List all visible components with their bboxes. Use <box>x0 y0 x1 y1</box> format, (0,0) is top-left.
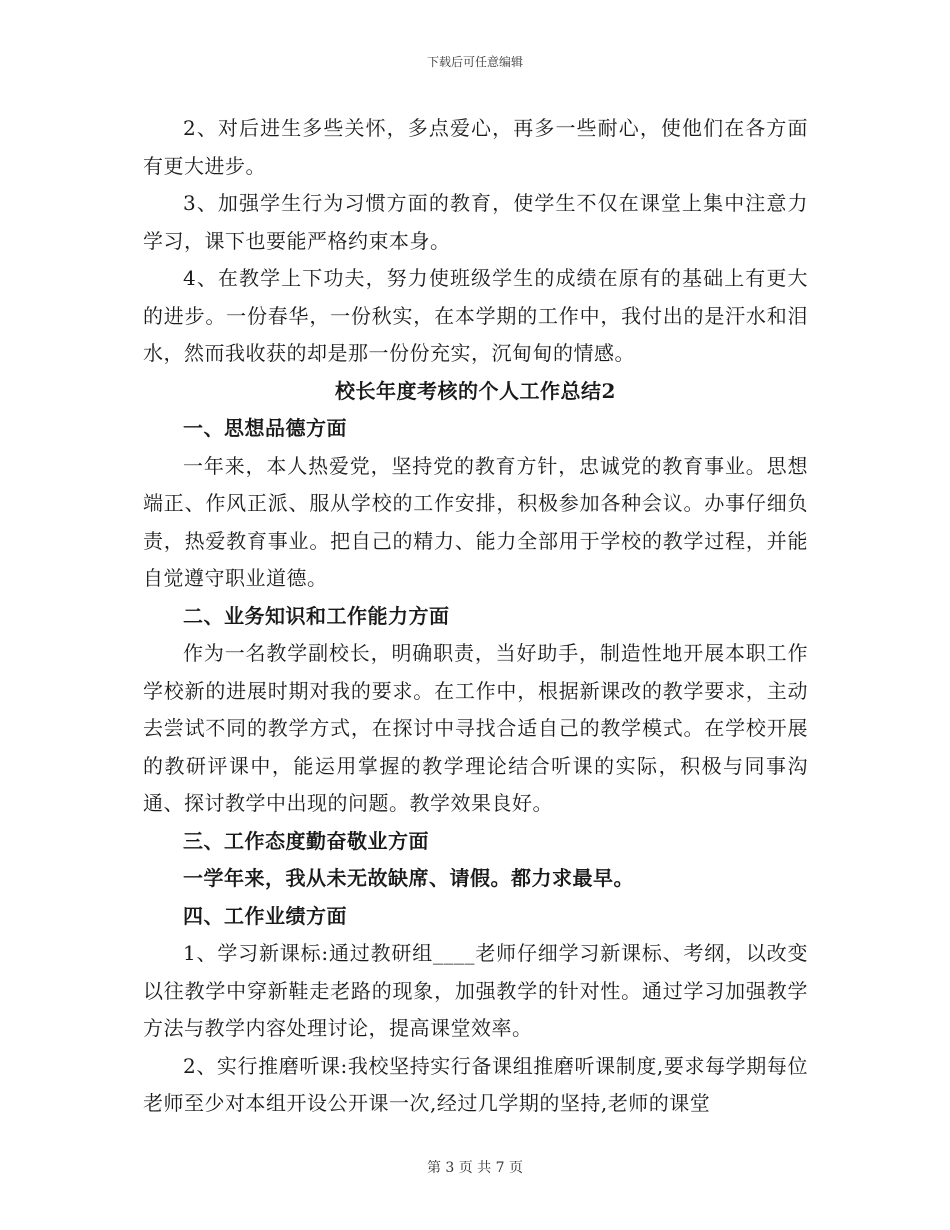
paragraph-2: 3、加强学生行为习惯方面的教育，使学生不仅在课堂上集中注意力学习，课下也要能严格约束本身。 <box>143 191 808 253</box>
paragraph-5: 作为一名教学副校长，明确职责，当好助手，制造性地开展本职工作学校新的进展时期对我的要求。在工作中，根据新课改的教学要求，主动去尝试不同的教学方式，在探讨中寻找合适自己的教学模式。在学校开展的教研评课中，能运用掌握的教学理论结合听课的实际，积极与同事沟通、探讨教学中出现的问题。教学效果良好。 <box>143 641 808 815</box>
heading-1: 一、思想品德方面 <box>183 416 347 440</box>
heading-3: 三、工作态度勤奋敬业方面 <box>183 828 429 853</box>
paragraph-7: 1、学习新课标:通过教研组____老师仔细学习新课标、考纲，以改变以往教学中穿新鞋走老路的现象，加强教学的针对性。通过学习加强教学方法与教学内容处理讨论，提高课堂效率。 <box>143 941 808 1040</box>
heading-2: 二、业务知识和工作能力方面 <box>183 603 450 628</box>
document-body <box>143 110 808 1123</box>
heading-4: 四、工作业绩方面 <box>183 903 347 928</box>
page-header: 下载后可任意编辑 <box>426 55 523 69</box>
paragraph-6: 一学年来，我从未无故缺席、请假。都力求最早。 <box>183 866 634 890</box>
section-title: 校长年度考核的个人工作总结2 <box>335 378 616 403</box>
paragraph-3: 4、在教学上下功夫，努力使班级学生的成绩在原有的基础上有更大的进步。一份春华，一份秋实，在本学期的工作中，我付出的是汗水和泪水，然而我收获的却是那一份份充实，沉甸甸的情感。 <box>143 266 808 365</box>
page-footer: 第 3 页 共 7 页 <box>426 1160 524 1176</box>
paragraph-4: 一年来，本人热爱党，坚持党的教育方针，忠诚党的教育事业。思想端正、作风正派、服从学校的工作安排，积极参加各种会议。办事仔细负责，热爱教育事业。把自己的精力、能力全部用于学校的教学过程，并能自觉遵守职业道德。 <box>143 453 808 590</box>
paragraph-1: 2、对后进生多些关怀，多点爱心，再多一些耐心，使他们在各方面有更大进步。 <box>143 116 808 178</box>
paragraph-8: 2、实行推磨听课:我校坚持实行备课组推磨听课制度,要求每学期每位老师至少对本组开设公开课一次,经过几学期的坚持,老师的课堂 <box>143 1053 808 1115</box>
